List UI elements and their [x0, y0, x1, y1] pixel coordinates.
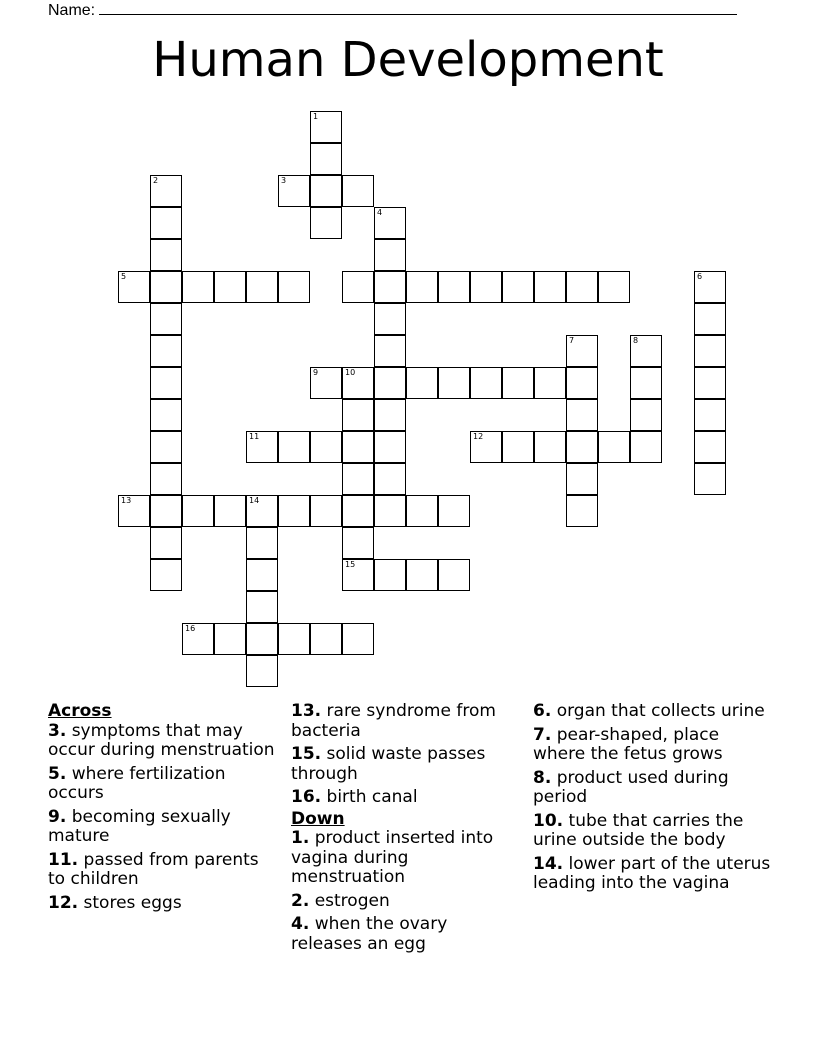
- clue-number: 11: [249, 432, 260, 441]
- grid-cell[interactable]: [342, 559, 374, 591]
- grid-cell[interactable]: [246, 591, 278, 623]
- grid-cell[interactable]: [150, 527, 182, 559]
- grid-cell[interactable]: [374, 559, 406, 591]
- grid-cell[interactable]: [502, 271, 534, 303]
- clue-item-text: solid waste passes through: [291, 744, 486, 784]
- down-heading: Down: [291, 808, 345, 829]
- grid-cell[interactable]: [182, 495, 214, 527]
- clue-item: [533, 769, 773, 808]
- grid-cell[interactable]: [150, 399, 182, 431]
- grid-cell[interactable]: [342, 175, 374, 207]
- clues-column-3: [533, 702, 773, 898]
- clue-item: [291, 745, 521, 784]
- grid-cell[interactable]: [566, 495, 598, 527]
- clue-item-text: tube that carries the urine outside the body: [533, 810, 744, 850]
- clue-item-number: 8.: [533, 767, 552, 788]
- grid-cell[interactable]: [630, 367, 662, 399]
- grid-cell[interactable]: [438, 367, 470, 399]
- grid-cell[interactable]: [598, 431, 630, 463]
- grid-cell[interactable]: [406, 367, 438, 399]
- name-label: Name:: [48, 2, 96, 19]
- clue-number: 12: [473, 432, 484, 441]
- grid-cell[interactable]: [374, 399, 406, 431]
- clue-item-number: 1.: [291, 828, 310, 848]
- grid-cell[interactable]: [150, 303, 182, 335]
- grid-cell[interactable]: [374, 207, 406, 239]
- clue-item-text: becoming sexually mature: [48, 806, 231, 846]
- grid-cell[interactable]: [278, 271, 310, 303]
- grid-cell[interactable]: [278, 431, 310, 463]
- grid-cell[interactable]: [694, 463, 726, 495]
- grid-cell[interactable]: [310, 207, 342, 239]
- clue-item: [533, 726, 773, 765]
- grid-cell[interactable]: [278, 623, 310, 655]
- grid-cell[interactable]: [566, 367, 598, 399]
- clue-item-text: product inserted into vagina during menstruation: [291, 828, 494, 887]
- grid-cell[interactable]: [534, 431, 566, 463]
- clue-item-text: stores eggs: [83, 892, 182, 913]
- clue-item-number: 15.: [291, 744, 322, 764]
- grid-cell[interactable]: [374, 495, 406, 527]
- grid-cell[interactable]: [150, 335, 182, 367]
- grid-cell[interactable]: [566, 431, 598, 463]
- grid-cell[interactable]: [342, 463, 374, 495]
- grid-cell[interactable]: [502, 367, 534, 399]
- grid-cell[interactable]: [246, 495, 278, 527]
- clue-item-number: 12.: [48, 892, 79, 913]
- clue-item-number: 9.: [48, 806, 67, 827]
- across-heading: Across: [48, 701, 112, 721]
- grid-cell[interactable]: [150, 495, 182, 527]
- clue-item: [48, 722, 278, 761]
- clue-item-text: pear-shaped, place where the fetus grows: [533, 724, 723, 764]
- grid-cell[interactable]: [694, 367, 726, 399]
- clue-number: 3: [281, 176, 287, 185]
- clue-item: [291, 892, 521, 912]
- grid-cell[interactable]: [214, 495, 246, 527]
- grid-cell[interactable]: [246, 623, 278, 655]
- clue-number: 13: [121, 496, 132, 505]
- clue-item-number: 11.: [48, 849, 79, 870]
- grid-cell[interactable]: [246, 559, 278, 591]
- page-title: Human Development: [152, 32, 664, 88]
- clue-item-text: birth canal: [326, 787, 418, 807]
- clue-number: 9: [313, 368, 319, 377]
- grid-cell[interactable]: [150, 431, 182, 463]
- clue-item-number: 13.: [291, 701, 322, 721]
- clue-item-number: 10.: [533, 810, 564, 831]
- grid-cell[interactable]: [182, 623, 214, 655]
- grid-cell[interactable]: [406, 271, 438, 303]
- grid-cell[interactable]: [150, 559, 182, 591]
- clue-item-number: 5.: [48, 763, 67, 784]
- grid-cell[interactable]: [406, 495, 438, 527]
- grid-cell[interactable]: [310, 495, 342, 527]
- grid-cell[interactable]: [438, 559, 470, 591]
- grid-cell[interactable]: [694, 303, 726, 335]
- clue-number: 1: [313, 112, 319, 121]
- clue-number: 10: [345, 368, 356, 377]
- grid-cell[interactable]: [278, 495, 310, 527]
- grid-cell[interactable]: [342, 495, 374, 527]
- clue-number: 5: [121, 272, 127, 281]
- grid-cell[interactable]: [534, 271, 566, 303]
- grid-cell[interactable]: [502, 431, 534, 463]
- grid-cell[interactable]: [342, 431, 374, 463]
- clues-column-1: [48, 702, 278, 917]
- grid-cell[interactable]: [566, 335, 598, 367]
- grid-cell[interactable]: [566, 271, 598, 303]
- grid-cell[interactable]: [246, 527, 278, 559]
- clue-number: 6: [697, 272, 703, 281]
- grid-cell[interactable]: [374, 463, 406, 495]
- grid-cell[interactable]: [182, 271, 214, 303]
- grid-cell[interactable]: [630, 399, 662, 431]
- grid-cell[interactable]: [374, 303, 406, 335]
- clue-item: [48, 851, 278, 890]
- grid-cell[interactable]: [566, 399, 598, 431]
- grid-cell[interactable]: [438, 271, 470, 303]
- grid-cell[interactable]: [374, 335, 406, 367]
- grid-cell[interactable]: [118, 271, 150, 303]
- grid-cell[interactable]: [406, 559, 438, 591]
- grid-cell[interactable]: [374, 271, 406, 303]
- grid-cell[interactable]: [342, 367, 374, 399]
- clue-number: 4: [377, 208, 383, 217]
- grid-cell[interactable]: [470, 431, 502, 463]
- grid-cell[interactable]: [470, 271, 502, 303]
- clue-number: 7: [569, 336, 575, 345]
- clue-item-text: passed from parents to children: [48, 849, 259, 889]
- grid-cell[interactable]: [374, 367, 406, 399]
- grid-cell[interactable]: [310, 623, 342, 655]
- grid-cell[interactable]: [150, 207, 182, 239]
- grid-cell[interactable]: [150, 463, 182, 495]
- clue-item-number: 14.: [533, 853, 564, 874]
- clue-item-text: rare syndrome from bacteria: [291, 701, 496, 741]
- clue-item: [533, 855, 773, 894]
- grid-cell[interactable]: [438, 495, 470, 527]
- grid-cell[interactable]: [630, 335, 662, 367]
- grid-cell[interactable]: [342, 271, 374, 303]
- grid-cell[interactable]: [694, 335, 726, 367]
- clues-column-2: [291, 702, 521, 958]
- clue-item-number: 2.: [291, 890, 310, 911]
- grid-cell[interactable]: [310, 367, 342, 399]
- grid-cell[interactable]: [118, 495, 150, 527]
- clue-number: 15: [345, 560, 356, 569]
- clue-number: 14: [249, 496, 260, 505]
- clue-item-number: 7.: [533, 724, 552, 745]
- grid-cell[interactable]: [150, 175, 182, 207]
- clue-item-text: lower part of the uterus leading into the vagina: [533, 853, 771, 893]
- clue-item-text: when the ovary releases an egg: [291, 914, 448, 954]
- grid-cell[interactable]: [310, 143, 342, 175]
- grid-cell[interactable]: [214, 271, 246, 303]
- grid-cell[interactable]: [534, 367, 566, 399]
- grid-cell[interactable]: [150, 271, 182, 303]
- clue-item: [291, 788, 521, 808]
- clue-item-number: 3.: [48, 720, 67, 741]
- clue-number: 16: [185, 624, 196, 633]
- clue-item-number: 16.: [291, 787, 322, 807]
- clue-item: [533, 812, 773, 851]
- clue-item-text: organ that collects urine: [556, 701, 765, 721]
- grid-cell[interactable]: [694, 431, 726, 463]
- grid-cell[interactable]: [342, 527, 374, 559]
- grid-cell[interactable]: [278, 175, 310, 207]
- grid-cell[interactable]: [694, 271, 726, 303]
- grid-cell[interactable]: [246, 655, 278, 687]
- grid-cell[interactable]: [566, 463, 598, 495]
- clue-item-text: estrogen: [314, 890, 390, 911]
- clue-item: [291, 829, 521, 888]
- grid-cell[interactable]: [150, 239, 182, 271]
- grid-cell[interactable]: [598, 271, 630, 303]
- clue-item-number: 4.: [291, 914, 310, 934]
- grid-cell[interactable]: [342, 623, 374, 655]
- clue-number: 2: [153, 176, 159, 185]
- grid-cell[interactable]: [342, 399, 374, 431]
- clue-item: [48, 765, 278, 804]
- grid-cell[interactable]: [310, 111, 342, 143]
- grid-cell[interactable]: [374, 431, 406, 463]
- grid-cell[interactable]: [310, 175, 342, 207]
- clue-number: 8: [633, 336, 639, 345]
- grid-cell[interactable]: [470, 367, 502, 399]
- clue-item: [291, 915, 521, 954]
- clue-item-text: product used during period: [533, 767, 729, 807]
- clue-item: [291, 702, 521, 741]
- grid-cell[interactable]: [214, 623, 246, 655]
- grid-cell[interactable]: [694, 399, 726, 431]
- grid-cell[interactable]: [246, 431, 278, 463]
- clue-item-number: 6.: [533, 701, 552, 721]
- clue-item: [48, 894, 278, 914]
- grid-cell[interactable]: [630, 431, 662, 463]
- clue-item-text: where fertilization occurs: [48, 763, 226, 803]
- clue-item: [533, 702, 773, 722]
- grid-cell[interactable]: [310, 431, 342, 463]
- clue-item-text: symptoms that may occur during menstruation: [48, 720, 275, 760]
- clue-item: [48, 808, 278, 847]
- grid-cell[interactable]: [374, 239, 406, 271]
- grid-cell[interactable]: [150, 367, 182, 399]
- grid-cell[interactable]: [246, 271, 278, 303]
